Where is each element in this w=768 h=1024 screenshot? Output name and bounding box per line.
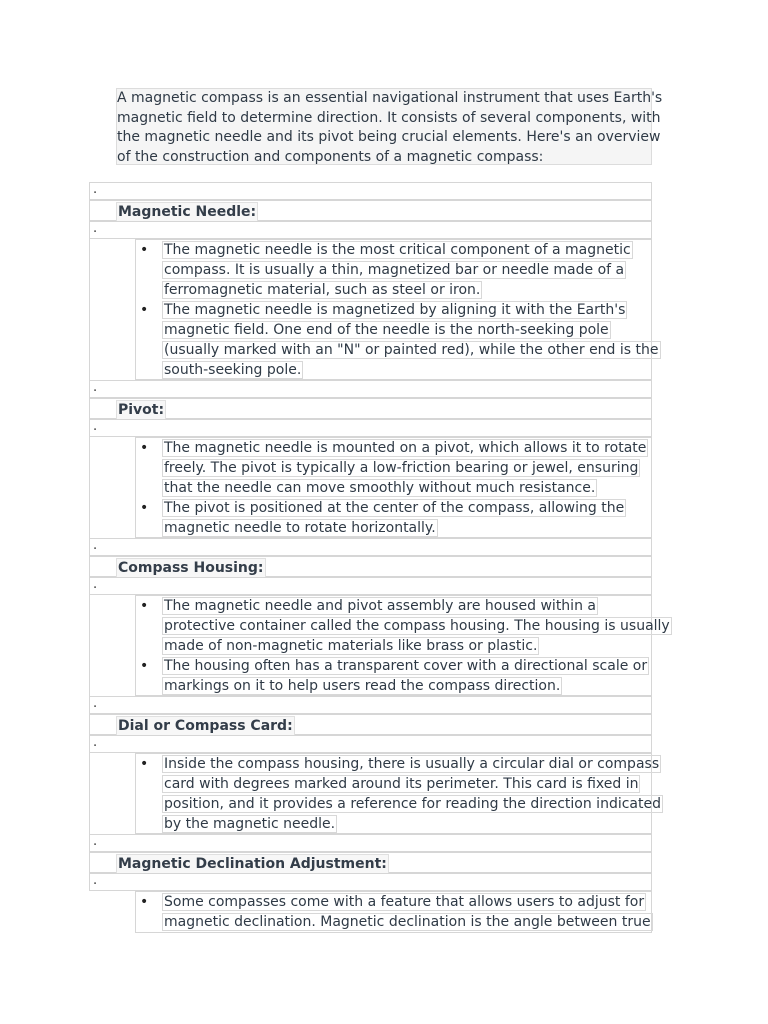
- section-heading-text: Compass Housing:: [118, 560, 264, 576]
- list-item-line: markings on it to help users read the compass direction.: [164, 678, 561, 694]
- list-item-line: compass. It is usually a thin, magnetized bar or needle made of a: [164, 262, 625, 278]
- list-item: [136, 300, 659, 380]
- list-item: [136, 754, 661, 834]
- bullet-marker: •: [140, 756, 149, 772]
- list-left-rule: [89, 239, 90, 380]
- spacer-dot: .: [89, 538, 652, 556]
- list-left-rule: [89, 753, 90, 834]
- spacer-dot: .: [89, 696, 652, 714]
- list-item-line: card with degrees marked around its perimeter. This card is fixed in: [164, 776, 639, 792]
- bullet-list: [135, 891, 652, 933]
- list-item-line: The magnetic needle and pivot assembly are housed within a: [164, 598, 596, 614]
- bullet-list: [135, 239, 659, 380]
- spacer-dot: .: [89, 834, 652, 852]
- spacer-dot: .: [89, 419, 652, 437]
- spacer-dot: .: [89, 182, 652, 200]
- list-item-line: made of non-magnetic materials like brass or plastic.: [164, 638, 538, 654]
- list-left-rule: [89, 595, 90, 696]
- spacer-dot: .: [89, 735, 652, 753]
- section-heading-text: Magnetic Needle:: [118, 204, 257, 220]
- list-item-line: magnetic needle to rotate horizontally.: [164, 520, 436, 536]
- list-item-line: The magnetic needle is mounted on a pivot, which allows it to rotate: [164, 440, 647, 456]
- list-item-line: position, and it provides a reference for reading the direction indicated: [164, 796, 661, 812]
- list-item-line: protective container called the compass housing. The housing is usually: [164, 618, 670, 634]
- bullet-marker: •: [140, 894, 149, 910]
- bullet-list: [135, 595, 670, 696]
- intro-line: A magnetic compass is an essential navigational instrument that uses Earth's: [117, 90, 663, 106]
- list-item-line: ferromagnetic material, such as steel or iron.: [164, 282, 481, 298]
- list-item-line: that the needle can move smoothly without much resistance.: [164, 480, 596, 496]
- intro-line: of the construction and components of a magnetic compass:: [117, 148, 544, 165]
- bullet-marker: •: [140, 500, 149, 516]
- list-item-line: (usually marked with an "N" or painted red), while the other end is the: [164, 342, 659, 358]
- bullet-list: [135, 437, 652, 538]
- bullet-marker: •: [140, 242, 149, 258]
- spacer-dot: .: [89, 380, 652, 398]
- section-heading: [89, 556, 652, 577]
- list-item-line: south-seeking pole.: [164, 362, 302, 378]
- spacer-dot: .: [89, 577, 652, 595]
- list-item: [136, 596, 670, 656]
- section-heading: [89, 714, 652, 735]
- list-item-line: The magnetic needle is the most critical component of a magnetic: [164, 242, 631, 258]
- list-item-line: magnetic field. One end of the needle is the north-seeking pole: [164, 322, 609, 338]
- list-item-line: The housing often has a transparent cover with a directional scale or: [164, 658, 648, 674]
- bullet-list: [135, 753, 661, 834]
- list-item: [136, 656, 651, 696]
- section-heading-text: Dial or Compass Card:: [118, 718, 293, 734]
- list-item-line: Inside the compass housing, there is usually a circular dial or compass: [164, 756, 660, 772]
- bullet-marker: •: [140, 598, 149, 614]
- bullet-marker: •: [140, 440, 149, 456]
- list-item-line: Some compasses come with a feature that allows users to adjust for: [164, 894, 645, 910]
- intro-line: magnetic field to determine direction. It consists of several components, with: [117, 109, 661, 126]
- section-heading-text: Pivot:: [118, 402, 165, 418]
- list-item: [136, 438, 651, 498]
- bullet-marker: •: [140, 302, 149, 318]
- intro-paragraph: [116, 88, 663, 165]
- list-item-line: magnetic declination. Magnetic declination is the angle between true: [164, 914, 651, 930]
- section-heading-text: Magnetic Declination Adjustment:: [118, 856, 387, 872]
- list-item: [136, 892, 651, 932]
- bullet-marker: •: [140, 658, 149, 674]
- list-item-line: freely. The pivot is typically a low-friction bearing or jewel, ensuring: [164, 460, 639, 476]
- list-item-line: The pivot is positioned at the center of the compass, allowing the: [164, 500, 625, 516]
- section-heading: [89, 398, 652, 419]
- spacer-dot: .: [89, 873, 652, 891]
- list-item: [136, 498, 651, 538]
- list-item-line: The magnetic needle is magnetized by aligning it with the Earth's: [164, 302, 626, 318]
- section-heading: [89, 852, 652, 873]
- list-item-line: by the magnetic needle.: [164, 816, 336, 832]
- list-left-rule: [89, 437, 90, 538]
- list-item: [136, 240, 651, 300]
- spacer-dot: .: [89, 221, 652, 239]
- section-heading: [89, 200, 652, 221]
- intro-line: the magnetic needle and its pivot being crucial elements. Here's an overview: [117, 129, 661, 145]
